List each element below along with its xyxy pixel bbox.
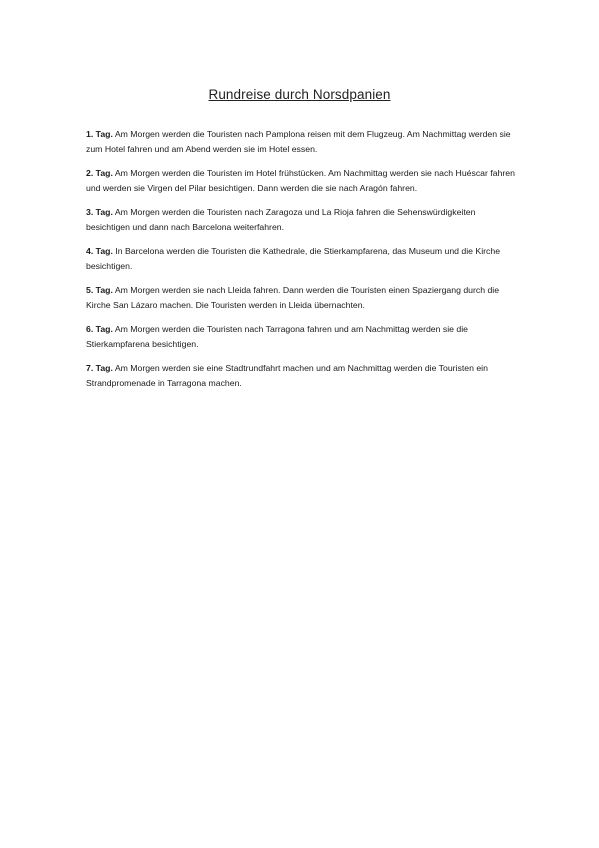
day-text: Am Morgen werden die Touristen im Hotel frühstücken. Am Nachmittag werden sie nach Huéscar fahren und werden sie Virgen del Pilar besichtigen. Dann werden die sie nach Aragón fahren. <box>86 168 515 193</box>
itinerary-list <box>86 127 516 400</box>
day-paragraph-3 <box>86 205 516 235</box>
day-label: 4. Tag. <box>86 246 113 256</box>
day-text: Am Morgen werden die Touristen nach Pamplona reisen mit dem Flugzeug. Am Nachmittag werden sie zum Hotel fahren und am Abend werden sie im Hotel essen. <box>86 129 511 154</box>
day-text: In Barcelona werden die Touristen die Kathedrale, die Stierkampfarena, das Museum und die Kirche besichtigen. <box>86 246 501 271</box>
day-label: 1. Tag. <box>86 129 113 139</box>
day-text: Am Morgen werden die Touristen nach Zaragoza und La Rioja fahren die Sehenswürdigkeiten besichtigen und dann nach Barcelona weiterfahren. <box>86 207 476 232</box>
day-label: 3. Tag. <box>86 207 113 217</box>
day-text: Am Morgen werden sie nach Lleida fahren. Dann werden die Touristen einen Spaziergang durch die Kirche San Lázaro machen. Die Touristen werden in Lleida übernachten. <box>86 285 500 310</box>
day-paragraph-5 <box>86 283 516 313</box>
day-label: 6. Tag. <box>86 324 113 334</box>
day-label: 2. Tag. <box>86 168 113 178</box>
day-paragraph-2 <box>86 166 516 196</box>
day-paragraph-4 <box>86 244 516 274</box>
day-label: 7. Tag. <box>86 363 113 373</box>
day-paragraph-7 <box>86 361 516 391</box>
day-text: Am Morgen werden sie eine Stadtrundfahrt machen und am Nachmittag werden die Touristen ein Strandpromenade in Tarragona machen. <box>86 363 488 388</box>
day-paragraph-1 <box>86 127 516 157</box>
day-paragraph-6 <box>86 322 516 352</box>
day-text: Am Morgen werden die Touristen nach Tarragona fahren und am Nachmittag werden sie die Stierkampfarena besichtigen. <box>86 324 468 349</box>
document-title: Rundreise durch Norsdpanien <box>208 87 391 102</box>
day-label: 5. Tag. <box>86 285 113 295</box>
